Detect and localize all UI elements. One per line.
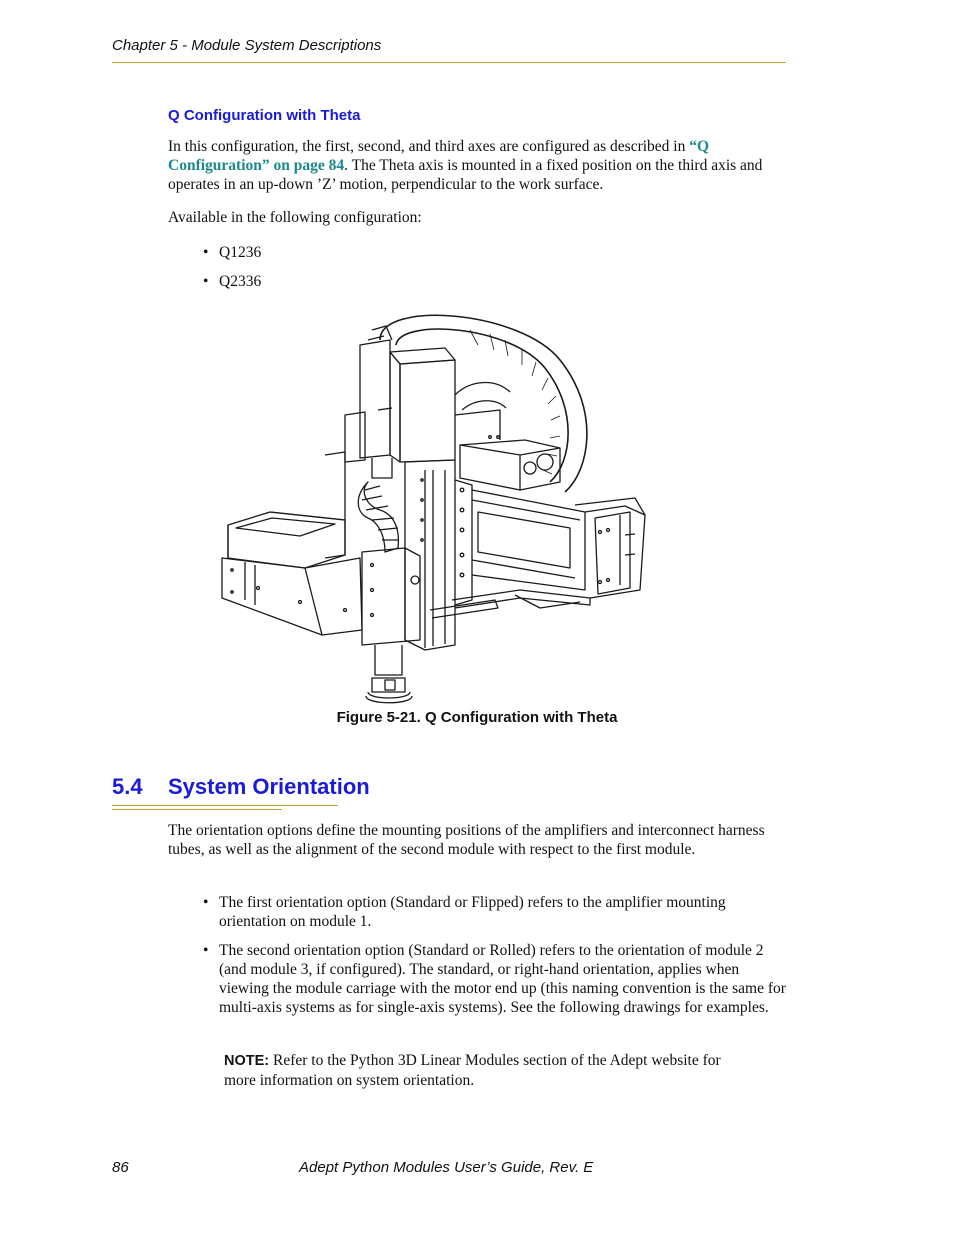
intro-text-1: In this configuration, the first, second, and third axes are configured as described in <box>168 138 690 155</box>
footer-document-title: Adept Python Modules User’s Guide, Rev. E <box>299 1159 594 1176</box>
availability-paragraph: Available in the following configuration: <box>168 209 422 226</box>
section-rule <box>112 809 282 810</box>
bullet-icon: • <box>203 942 209 959</box>
config-list-item <box>203 272 788 291</box>
q-configuration-theta-drawing <box>220 312 650 707</box>
bullet-icon: • <box>203 273 209 290</box>
header-rule <box>112 62 786 63</box>
section-title: System Orientation <box>168 774 370 799</box>
page-number: 86 <box>112 1159 129 1176</box>
bullet-icon: • <box>203 894 209 911</box>
bullet-text: The first orientation option (Standard or Flipped) refers to the amplifier mounting orientation on module 1. <box>219 894 726 930</box>
section-rule <box>112 805 338 806</box>
orientation-list-item <box>203 893 788 931</box>
orientation-list-item <box>203 941 788 1017</box>
figure-caption: Figure 5-21. Q Configuration with Theta <box>336 709 618 726</box>
orientation-paragraph: The orientation options define the mounting positions of the amplifiers and interconnect harness tubes, as well as the alignment of the second module with respect to the first module. <box>168 822 765 858</box>
intro-paragraph <box>168 137 788 194</box>
section-number: 5.4 <box>112 774 143 799</box>
bullet-icon: • <box>203 244 209 261</box>
bullet-text: The second orientation option (Standard or Rolled) refers to the orientation of module 2 (and module 3, if configured). The standard, or right-hand orientation, applies when viewing the module carriage with the motor end up (this naming convention is the same for multi-axis systems as for single-axis systems). See the following drawings for examples. <box>219 942 786 1016</box>
intro-text-2: . The Theta axis is mounted in a fixed position on the third axis and operates in an up-down ’Z’ motion, perpendicular to the work surface. <box>168 157 763 193</box>
subsection-title: Q Configuration with Theta <box>168 107 361 124</box>
note-label: NOTE: <box>224 1053 270 1069</box>
config-list-item <box>203 243 788 262</box>
section-heading <box>112 774 370 800</box>
note-text: Refer to the Python 3D Linear Modules section of the Adept website for more information on system orientation. <box>224 1052 721 1089</box>
running-header: Chapter 5 - Module System Descriptions <box>112 37 382 54</box>
cross-reference-link[interactable]: “Q Configuration” on page 84 <box>168 138 710 174</box>
note-block <box>224 1051 724 1090</box>
config-label: Q1236 <box>219 244 262 261</box>
config-label: Q2336 <box>219 273 262 290</box>
